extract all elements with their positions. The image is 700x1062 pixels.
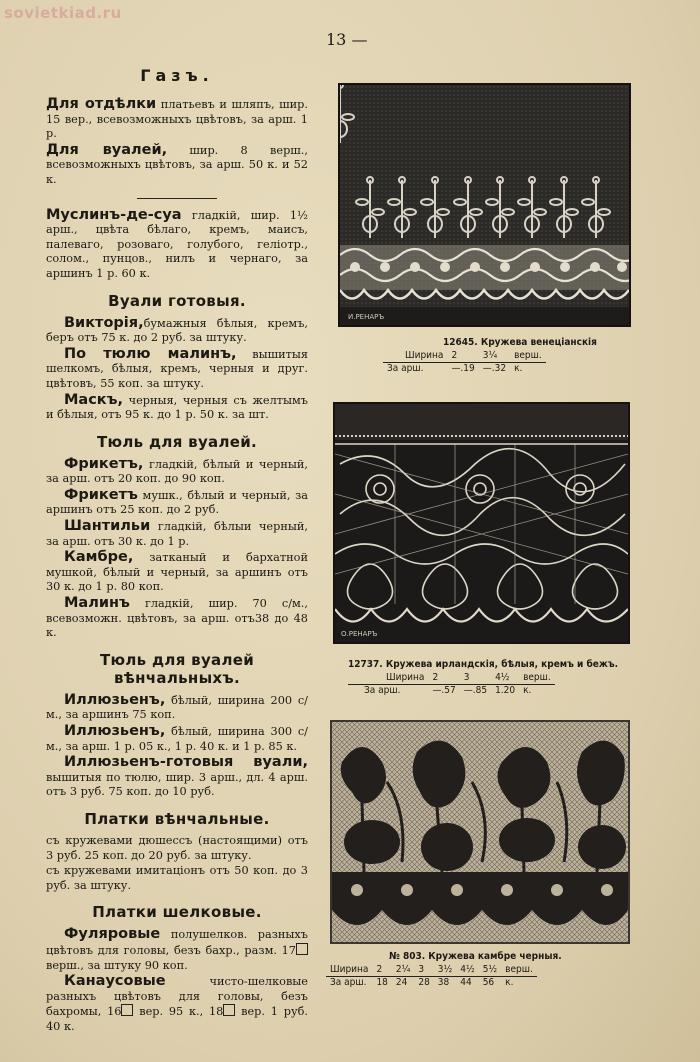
item-gaz-vual: Для вуалей, шир. 8 верш., всевозможныхъ цвѣтовъ, за арш. 50 к. и 52 к. bbox=[46, 141, 308, 186]
item-friket: Фрикетъ, гладкій, бѣлый и черный, за арш. отъ 20 коп. до 90 коп. bbox=[46, 455, 308, 486]
item-kambre: Камбре, затканый и бархатной мушкой, бѣлый и черный, за аршинъ отъ 30 к. до 1 р. 80 коп. bbox=[46, 549, 308, 594]
caption-title: № 803. Кружева камбре черныя. bbox=[389, 951, 562, 962]
heading-tyul: Тюль для вуалей. bbox=[96, 432, 258, 451]
heading-venchal: Тюль для вуалей вѣнчальныхъ. bbox=[99, 650, 255, 687]
caption-irish bbox=[348, 659, 618, 698]
item-mask: Маскъ, черныя, черныя съ желтымъ и бѣлыя, отъ 95 к. до 1 р. 50 к. за шт. bbox=[46, 391, 308, 422]
item-fulyarovye: Фуляровые полушелков. разныхъ цвѣтовъ для головы, безъ бахр., разм. 17 верш., за штуку 90 коп. bbox=[46, 926, 308, 972]
caption-venetian bbox=[383, 337, 597, 376]
item-friket-mushk: Фрикетъ мушк., бѣлый и черный, за аршинъ отъ 25 коп. до 2 руб. bbox=[46, 486, 308, 517]
engraver-signature: О.РЕНАРЪ bbox=[341, 630, 378, 638]
section-venchal bbox=[46, 651, 308, 800]
square-symbol-icon bbox=[121, 1004, 133, 1016]
item-platki-dyushess: съ кружевами дюшессъ (настоящими) отъ 3 руб. 25 коп. до 20 руб. за штуку. bbox=[46, 833, 308, 862]
square-symbol-icon bbox=[223, 1004, 235, 1016]
item-illyuzien-vuali: Иллюзьенъ-готовыя вуали, вышитыя по тюлю, шир. 3 арш., дл. 4 арш. отъ 3 руб. 75 коп. до 10 руб. bbox=[46, 754, 308, 799]
section-tyul bbox=[46, 433, 308, 641]
engraver-signature: И.РЕНАРЪ bbox=[348, 313, 385, 321]
lace-image-irish bbox=[333, 402, 630, 644]
lace-image-venetian bbox=[338, 83, 631, 327]
item-malin: По тюлю малинъ, вышитыя шелкомъ, бѣлыя, кремъ, черныя и друг. цвѣтовъ, 55 коп. за штуку. bbox=[46, 345, 309, 390]
divider bbox=[137, 198, 217, 199]
section-platki-venchal bbox=[46, 810, 308, 893]
item-kanausovye: Канаусовые чисто-шелковые разныхъ цвѣтовъ для головы, безъ бахромы, 16 вер. 95 к., 18 вер. 1 руб. 40 к. bbox=[46, 973, 308, 1033]
section-platki-shelk bbox=[46, 903, 308, 1034]
item-malin-gladk: Малинъ гладкій, шир. 70 с/м., всевозможн. цвѣтовъ, за арш. отъ38 до 48 к. bbox=[46, 595, 308, 640]
price-table: Ширина 2 3¼ верш. За арш. —.19 —.32 к. bbox=[383, 350, 546, 376]
watermark: sovietkiad.ru bbox=[4, 4, 122, 22]
item-gaz-otdelka: Для отдѣлки платьевъ и шляпъ, шир. 15 вер., всевозможныхъ цвѣтовъ, за арш. 1 р. bbox=[46, 96, 309, 141]
heading-platki-venchal: Платки вѣнчальные. bbox=[84, 809, 270, 828]
caption-title: 12737. Кружева ирландскія, бѣлыя, кремъ и бежъ. bbox=[348, 659, 618, 670]
price-table: Ширина 2 2¼ 3 3½ 4½ 5½ верш. За арш. 18 24 28 38 44 56 к. bbox=[326, 964, 537, 990]
caption-title: 12645. Кружева венеціанскія bbox=[443, 337, 597, 348]
square-symbol-icon bbox=[296, 943, 308, 955]
page-number: 13 — bbox=[326, 30, 368, 49]
price-table: Ширина 2 3 4½ верш. За арш. —.57 —.85 1.20 к. bbox=[348, 672, 555, 698]
item-illyuzien-200: Иллюзьенъ, бѣлый, ширина 200 с/м., за аршинъ 75 коп. bbox=[46, 691, 308, 722]
item-platki-imitacion: съ кружевами имитаціонъ отъ 50 коп. до 3 руб. за штуку. bbox=[46, 864, 308, 892]
item-viktoria: Викторія,бумажныя бѣлыя, кремъ, беръ отъ 75 к. до 2 руб. за штуку. bbox=[46, 314, 308, 345]
left-column bbox=[46, 66, 308, 1045]
heading-platki-shelk: Платки шелковые. bbox=[92, 903, 262, 922]
section-vuali bbox=[46, 292, 308, 423]
item-shantili: Шантильи гладкій, бѣлыи черный, за арш. отъ 30 к. до 1 р. bbox=[46, 518, 308, 548]
caption-kambre bbox=[326, 951, 562, 990]
heading-gaz: Газъ. bbox=[140, 66, 214, 85]
lace-image-kambre bbox=[330, 720, 630, 944]
section-gaz bbox=[46, 66, 308, 188]
item-muslin: Муслинъ-де-суа гладкій, шир. 1½ арш., цвѣта бѣлаго, кремъ, маисъ, палеваго, розоваго, голубого, геліотр., солом., пунцов., нилъ и чернаго, за аршинъ 1 р. 60 к. bbox=[46, 206, 308, 280]
heading-vuali: Вуали готовыя. bbox=[108, 291, 246, 310]
section-muslin bbox=[46, 208, 308, 282]
item-illyuzien-300: Иллюзьенъ, бѣлый, ширина 300 с/м., за арш. 1 р. 05 к., 1 р. 40 к. и 1 р. 85 к. bbox=[46, 723, 308, 753]
